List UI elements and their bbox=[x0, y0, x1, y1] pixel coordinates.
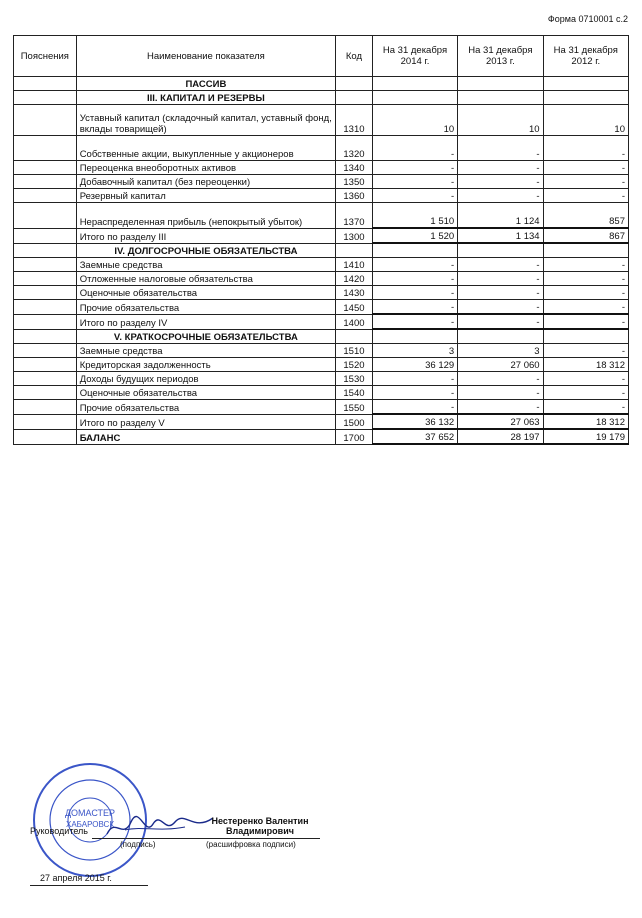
table-row bbox=[14, 175, 629, 189]
signature-caption: (подпись) bbox=[120, 840, 156, 849]
value-2013: - bbox=[458, 400, 543, 415]
value-2014: - bbox=[372, 175, 457, 189]
table-row bbox=[14, 300, 629, 315]
table-header-row bbox=[14, 36, 629, 77]
indicator-name: Добавочный капитал (без переоценки) bbox=[76, 175, 335, 189]
notes-cell bbox=[14, 344, 77, 358]
value-2012: - bbox=[543, 189, 628, 203]
value-2012 bbox=[543, 243, 628, 258]
value-2013: - bbox=[458, 175, 543, 189]
indicator-name: Прочие обязательства bbox=[76, 400, 335, 415]
value-2013: 1 134 bbox=[458, 228, 543, 243]
section-heading: III. КАПИТАЛ И РЕЗЕРВЫ bbox=[76, 91, 335, 105]
signature-line bbox=[92, 838, 202, 839]
indicator-name: Оценочные обязательства bbox=[76, 386, 335, 400]
value-2014 bbox=[372, 77, 457, 91]
code-cell: 1500 bbox=[336, 414, 373, 429]
value-2014: 10 bbox=[372, 105, 457, 136]
code-cell: 1400 bbox=[336, 314, 373, 329]
code-cell: 1520 bbox=[336, 358, 373, 372]
value-2014: 3 bbox=[372, 344, 457, 358]
value-2013 bbox=[458, 329, 543, 344]
code-cell: 1320 bbox=[336, 136, 373, 161]
value-2012: - bbox=[543, 136, 628, 161]
notes-cell bbox=[14, 272, 77, 286]
code-cell bbox=[336, 91, 373, 105]
value-2012: - bbox=[543, 161, 628, 175]
indicator-name: Заемные средства bbox=[76, 258, 335, 272]
value-2014: - bbox=[372, 286, 457, 300]
indicator-name: Отложенные налоговые обязательства bbox=[76, 272, 335, 286]
indicator-name: Собственные акции, выкупленные у акционеров bbox=[76, 136, 335, 161]
code-cell: 1340 bbox=[336, 161, 373, 175]
value-2013: - bbox=[458, 314, 543, 329]
value-2014: - bbox=[372, 314, 457, 329]
value-2014: - bbox=[372, 386, 457, 400]
value-2014: - bbox=[372, 258, 457, 272]
table-row bbox=[14, 329, 629, 344]
indicator-name: БАЛАНС bbox=[76, 429, 335, 444]
indicator-name: Итого по разделу V bbox=[76, 414, 335, 429]
value-2012: - bbox=[543, 314, 628, 329]
value-2013: - bbox=[458, 372, 543, 386]
table-row bbox=[14, 344, 629, 358]
table-row bbox=[14, 314, 629, 329]
table-row bbox=[14, 105, 629, 136]
value-2014: 1 510 bbox=[372, 203, 457, 229]
header-col-2012: На 31 декабря 2012 г. bbox=[543, 36, 628, 77]
value-2012 bbox=[543, 77, 628, 91]
value-2014: - bbox=[372, 136, 457, 161]
header-col-2014: На 31 декабря 2014 г. bbox=[372, 36, 457, 77]
value-2014: 36 132 bbox=[372, 414, 457, 429]
notes-cell bbox=[14, 91, 77, 105]
notes-cell bbox=[14, 386, 77, 400]
value-2012: 18 312 bbox=[543, 414, 628, 429]
balance-table bbox=[13, 35, 629, 445]
table-row bbox=[14, 400, 629, 415]
table-row bbox=[14, 372, 629, 386]
indicator-name: Уставный капитал (складочный капитал, уставный фонд, вклады товарищей) bbox=[76, 105, 335, 136]
value-2013: 27 063 bbox=[458, 414, 543, 429]
value-2014 bbox=[372, 91, 457, 105]
code-cell: 1420 bbox=[336, 272, 373, 286]
name-caption: (расшифровка подписи) bbox=[206, 840, 296, 849]
value-2014: 36 129 bbox=[372, 358, 457, 372]
section-heading: IV. ДОЛГОСРОЧНЫЕ ОБЯЗАТЕЛЬСТВА bbox=[76, 243, 335, 258]
table-row bbox=[14, 161, 629, 175]
code-cell: 1410 bbox=[336, 258, 373, 272]
table-row bbox=[14, 243, 629, 258]
code-cell bbox=[336, 77, 373, 91]
notes-cell bbox=[14, 400, 77, 415]
sign-date: 27 апреля 2015 г. bbox=[40, 873, 112, 883]
value-2013: - bbox=[458, 136, 543, 161]
value-2013 bbox=[458, 243, 543, 258]
svg-text:ДОМАСТЕР: ДОМАСТЕР bbox=[64, 808, 116, 818]
indicator-name: Нераспределенная прибыль (непокрытый убыток) bbox=[76, 203, 335, 229]
code-cell: 1430 bbox=[336, 286, 373, 300]
table-row bbox=[14, 189, 629, 203]
value-2012 bbox=[543, 91, 628, 105]
value-2013: - bbox=[458, 386, 543, 400]
value-2012: 18 312 bbox=[543, 358, 628, 372]
table-row bbox=[14, 272, 629, 286]
table-row bbox=[14, 77, 629, 91]
table-row bbox=[14, 286, 629, 300]
value-2012: - bbox=[543, 300, 628, 315]
value-2013: - bbox=[458, 258, 543, 272]
value-2012: - bbox=[543, 372, 628, 386]
indicator-name: Переоценка внеоборотных активов bbox=[76, 161, 335, 175]
header-col-2013: На 31 декабря 2013 г. bbox=[458, 36, 543, 77]
code-cell: 1510 bbox=[336, 344, 373, 358]
notes-cell bbox=[14, 189, 77, 203]
value-2013 bbox=[458, 77, 543, 91]
notes-cell bbox=[14, 105, 77, 136]
indicator-name: Доходы будущих периодов bbox=[76, 372, 335, 386]
table-row bbox=[14, 136, 629, 161]
notes-cell bbox=[14, 258, 77, 272]
notes-cell bbox=[14, 300, 77, 315]
table-row bbox=[14, 203, 629, 229]
notes-cell bbox=[14, 314, 77, 329]
code-cell bbox=[336, 243, 373, 258]
table-row bbox=[14, 414, 629, 429]
value-2013: - bbox=[458, 272, 543, 286]
value-2014: - bbox=[372, 161, 457, 175]
value-2012: 857 bbox=[543, 203, 628, 229]
value-2012: - bbox=[543, 258, 628, 272]
indicator-name: Кредиторская задолженность bbox=[76, 358, 335, 372]
header-code: Код bbox=[336, 36, 373, 77]
value-2014: 1 520 bbox=[372, 228, 457, 243]
notes-cell bbox=[14, 136, 77, 161]
value-2013: 28 197 bbox=[458, 429, 543, 444]
value-2013: 3 bbox=[458, 344, 543, 358]
value-2013 bbox=[458, 91, 543, 105]
table-row bbox=[14, 386, 629, 400]
value-2013: - bbox=[458, 286, 543, 300]
notes-cell bbox=[14, 372, 77, 386]
value-2014: - bbox=[372, 189, 457, 203]
notes-cell bbox=[14, 414, 77, 429]
table-row bbox=[14, 358, 629, 372]
value-2014: - bbox=[372, 400, 457, 415]
value-2012: 867 bbox=[543, 228, 628, 243]
table-row bbox=[14, 258, 629, 272]
code-cell: 1450 bbox=[336, 300, 373, 315]
section-heading: ПАССИВ bbox=[76, 77, 335, 91]
indicator-name: Итого по разделу III bbox=[76, 228, 335, 243]
code-cell bbox=[336, 329, 373, 344]
table-row bbox=[14, 429, 629, 444]
notes-cell bbox=[14, 429, 77, 444]
value-2014 bbox=[372, 243, 457, 258]
code-cell: 1540 bbox=[336, 386, 373, 400]
section-heading: V. КРАТКОСРОЧНЫЕ ОБЯЗАТЕЛЬСТВА bbox=[76, 329, 335, 344]
value-2012: 19 179 bbox=[543, 429, 628, 444]
code-cell: 1700 bbox=[336, 429, 373, 444]
notes-cell bbox=[14, 329, 77, 344]
value-2012: 10 bbox=[543, 105, 628, 136]
indicator-name: Заемные средства bbox=[76, 344, 335, 358]
value-2014: - bbox=[372, 372, 457, 386]
value-2014: - bbox=[372, 272, 457, 286]
value-2013: - bbox=[458, 189, 543, 203]
value-2014: - bbox=[372, 300, 457, 315]
code-cell: 1370 bbox=[336, 203, 373, 229]
form-number: Форма 0710001 с.2 bbox=[547, 14, 628, 24]
table-row bbox=[14, 91, 629, 105]
value-2013: 1 124 bbox=[458, 203, 543, 229]
indicator-name: Прочие обязательства bbox=[76, 300, 335, 315]
value-2014: 37 652 bbox=[372, 429, 457, 444]
code-cell: 1360 bbox=[336, 189, 373, 203]
indicator-name: Оценочные обязательства bbox=[76, 286, 335, 300]
name-line bbox=[200, 838, 320, 839]
notes-cell bbox=[14, 228, 77, 243]
date-line bbox=[30, 885, 148, 886]
value-2013: - bbox=[458, 161, 543, 175]
code-cell: 1350 bbox=[336, 175, 373, 189]
notes-cell bbox=[14, 203, 77, 229]
header-notes: Пояснения bbox=[14, 36, 77, 77]
indicator-name: Итого по разделу IV bbox=[76, 314, 335, 329]
header-name: Наименование показателя bbox=[76, 36, 335, 77]
value-2013: - bbox=[458, 300, 543, 315]
value-2014 bbox=[372, 329, 457, 344]
code-cell: 1550 bbox=[336, 400, 373, 415]
value-2012: - bbox=[543, 286, 628, 300]
code-cell: 1300 bbox=[336, 228, 373, 243]
value-2012: - bbox=[543, 175, 628, 189]
code-cell: 1310 bbox=[336, 105, 373, 136]
signer-role: Руководитель bbox=[30, 826, 88, 836]
table-row bbox=[14, 228, 629, 243]
signer-name: Нестеренко Валентин Владимирович bbox=[211, 816, 309, 836]
value-2012: - bbox=[543, 400, 628, 415]
notes-cell bbox=[14, 175, 77, 189]
notes-cell bbox=[14, 286, 77, 300]
value-2012 bbox=[543, 329, 628, 344]
value-2013: 10 bbox=[458, 105, 543, 136]
value-2013: 27 060 bbox=[458, 358, 543, 372]
value-2012: - bbox=[543, 344, 628, 358]
notes-cell bbox=[14, 161, 77, 175]
value-2012: - bbox=[543, 272, 628, 286]
svg-text:ХАБАРОВСК: ХАБАРОВСК bbox=[66, 820, 114, 829]
notes-cell bbox=[14, 243, 77, 258]
notes-cell bbox=[14, 77, 77, 91]
code-cell: 1530 bbox=[336, 372, 373, 386]
indicator-name: Резервный капитал bbox=[76, 189, 335, 203]
value-2012: - bbox=[543, 386, 628, 400]
notes-cell bbox=[14, 358, 77, 372]
